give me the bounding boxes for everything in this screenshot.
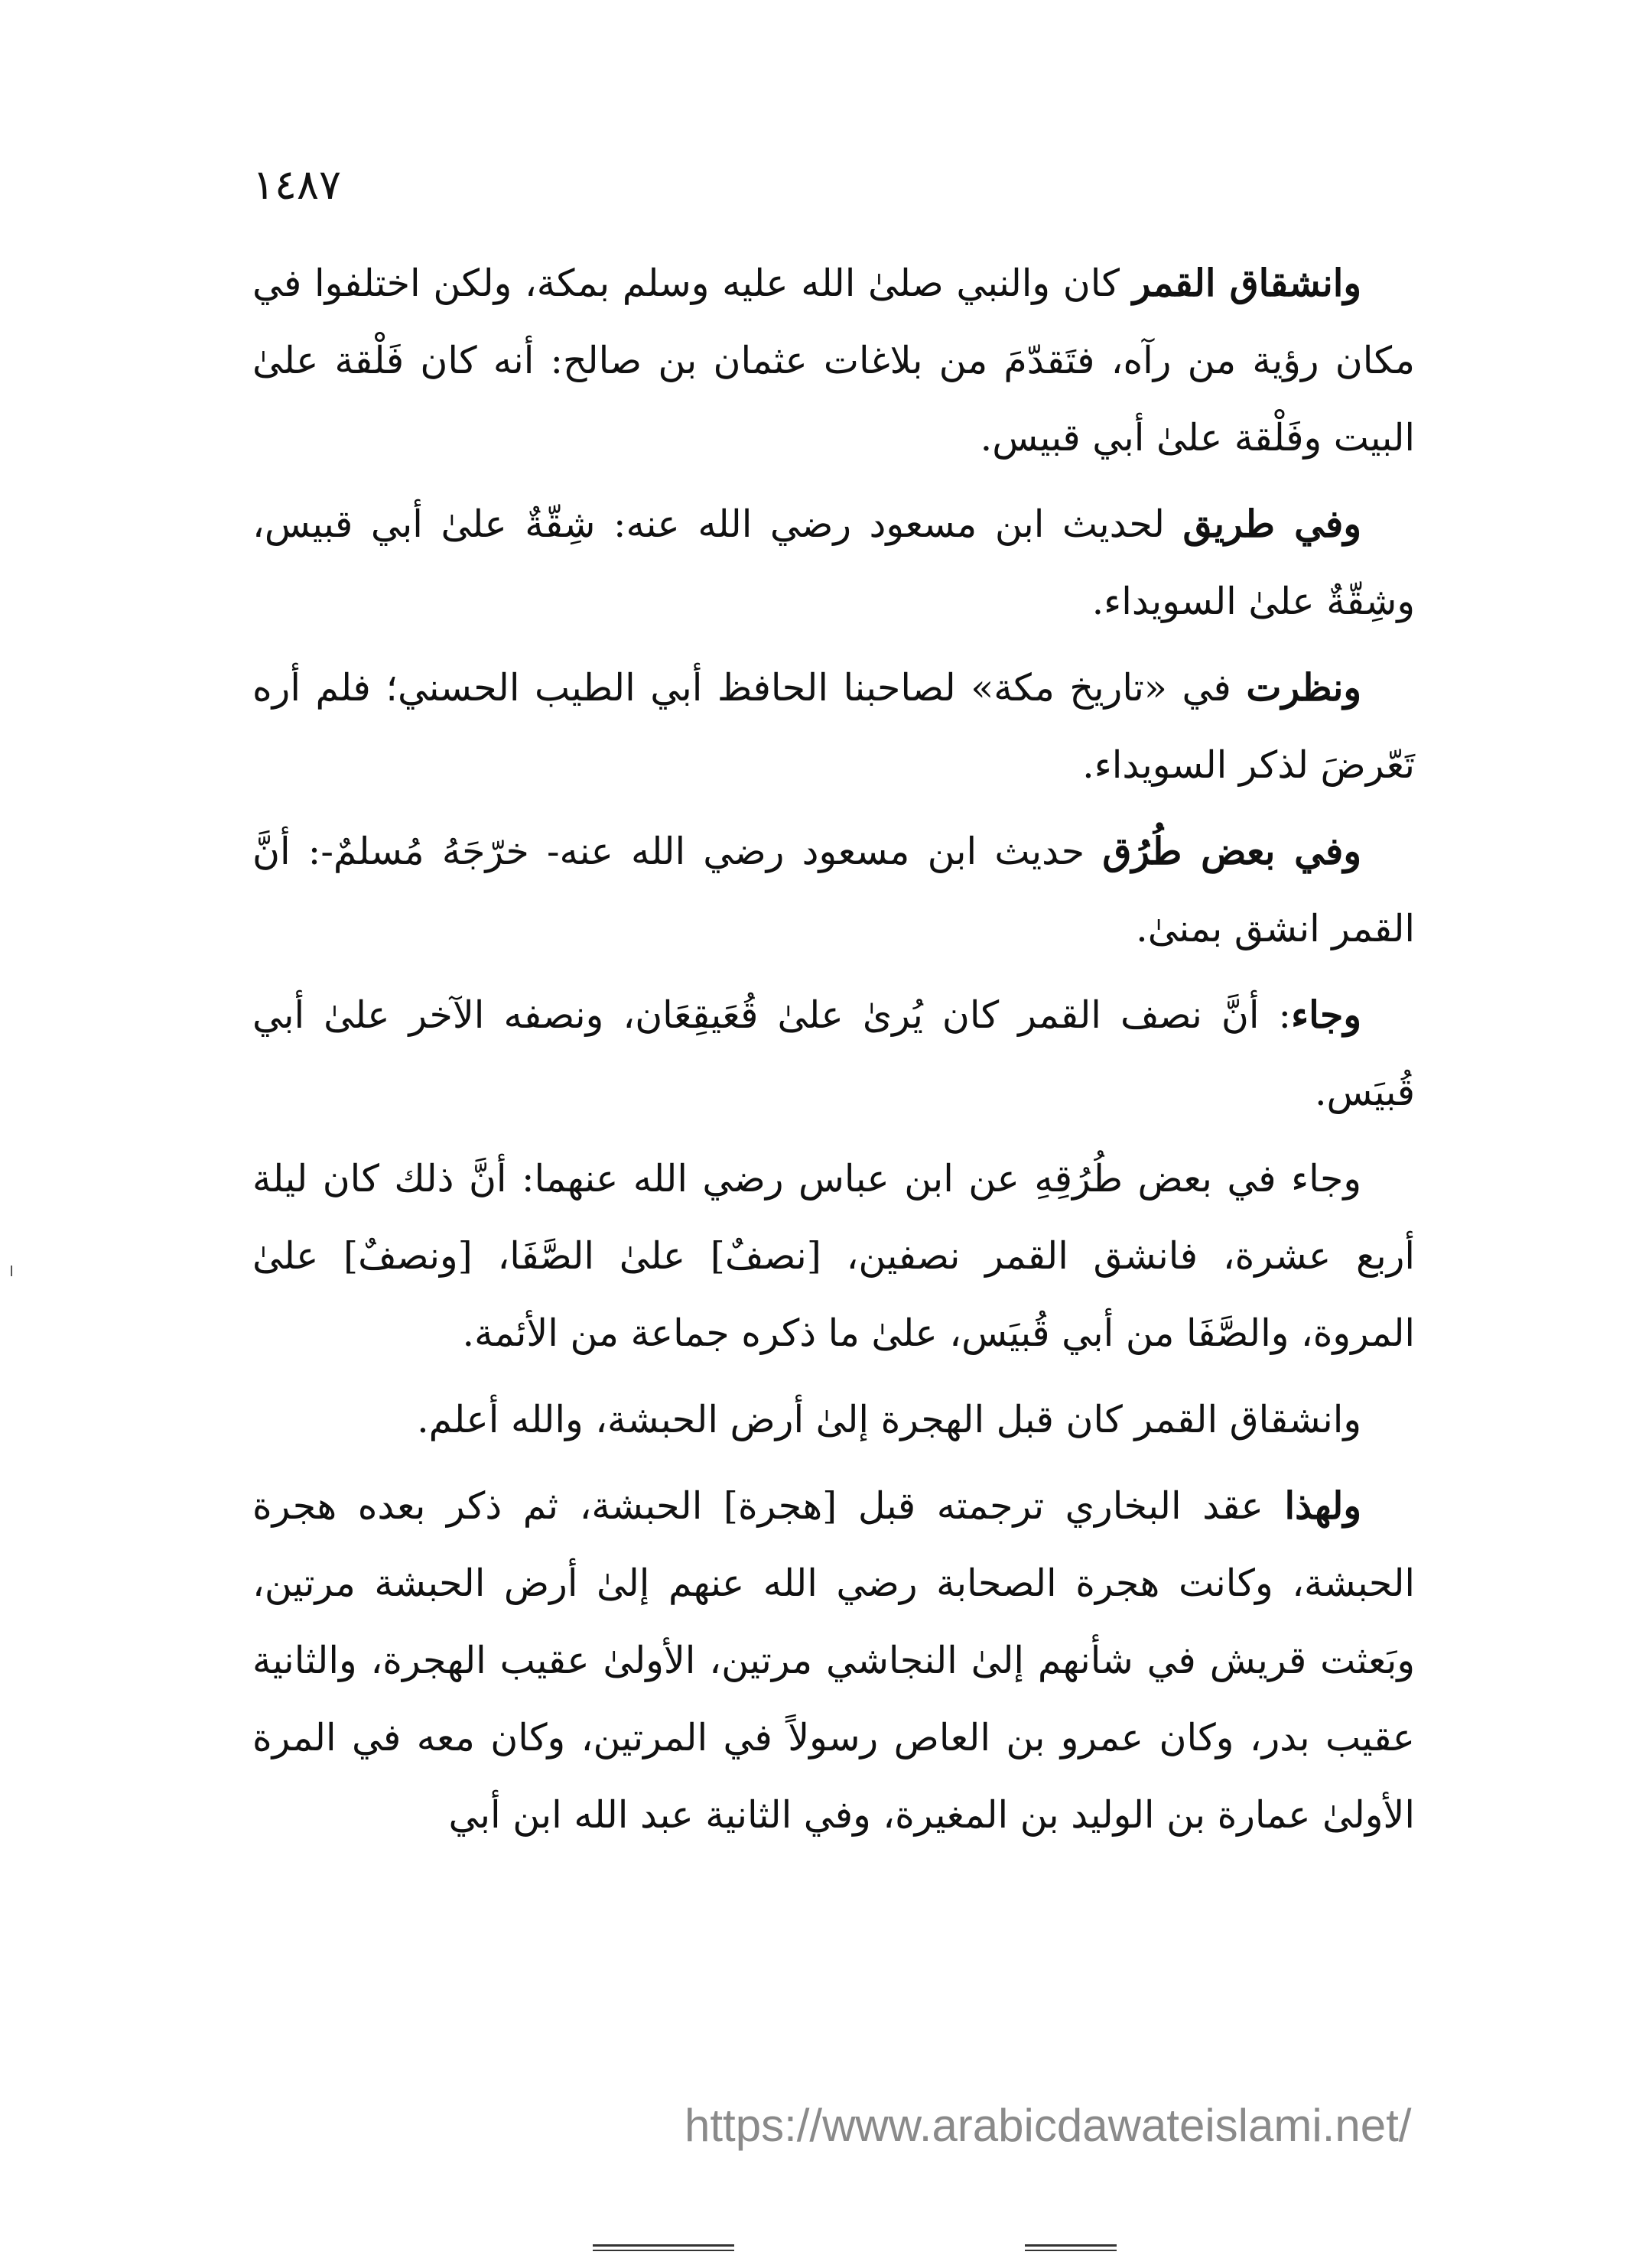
- paragraph-3: [252, 649, 1415, 804]
- paragraph-text: لحديث ابن مسعود رضي الله عنه: شِقّةٌ علىٰ أبي قبيس، وشِقّةٌ علىٰ السويداء.: [252, 502, 1415, 623]
- paragraph-4: [252, 813, 1415, 967]
- margin-tick: [11, 1266, 12, 1276]
- page-number: ١٤٨٧: [252, 161, 342, 209]
- paragraph-text: وجاء في بعض طُرُقِهِ عن ابن عباس رضي الله عنهما: أنَّ ذلك كان ليلة أربع عشرة، فانشق القمر نصفين، [نصفٌ] علىٰ الصَّفَا، [ونصفٌ] علىٰ المروة، والصَّفَا من أبي قُبيَس، علىٰ ما ذكره جماعة من الأئمة.: [252, 1157, 1415, 1355]
- paragraph-lead: وفي بعض طُرُق: [1102, 829, 1361, 873]
- paragraph-lead: وانشقاق القمر: [1132, 261, 1361, 305]
- paragraph-text: عقد البخاري ترجمته قبل [هجرة] الحبشة، ثم ذكر بعده هجرة الحبشة، وكانت هجرة الصحابة رضي الله عنهم إلىٰ أرض الحبشة مرتين، وبَعثت قريش في شأنهم إلىٰ النجاشي مرتين، الأولىٰ عقيب الهجرة، والثانية عقيب بدر، وكان عمرو بن العاص رسولاً في المرتين، وكان معه في المرة الأولىٰ عمارة بن الوليد بن المغيرة، وفي الثانية عبد الله ابن أبي: [252, 1484, 1415, 1837]
- page-body: [252, 245, 1415, 1863]
- paragraph-lead: وجاء: [1291, 993, 1361, 1037]
- footer-rule-left: [593, 2244, 734, 2251]
- paragraph-lead: ولهذا: [1284, 1483, 1361, 1528]
- paragraph-7: [252, 1381, 1415, 1458]
- paragraph-2: [252, 486, 1415, 640]
- paragraph-6: [252, 1140, 1415, 1372]
- paragraph-text: حديث ابن مسعود رضي الله عنه- خرّجَهُ مُسلمٌ-: أنَّ القمر انشق بمنىٰ.: [252, 830, 1415, 950]
- paragraph-lead: وفي طريق: [1182, 502, 1361, 546]
- paragraph-lead: ونظرت: [1246, 665, 1361, 710]
- footer-rule-right: [1025, 2244, 1117, 2251]
- paragraph-text: في «تاريخ مكة» لصاحبنا الحافظ أبي الطيب الحسني؛ فلم أره تَعّرضَ لذكر السويداء.: [252, 666, 1415, 787]
- paragraph-text: كان والنبي صلىٰ الله عليه وسلم بمكة، ولكن اختلفوا في مكان رؤية من رآه، فتَقدّمَ من بلاغات عثمان بن صالح: أنه كان فَلْقة علىٰ البيت وفَلْقة علىٰ أبي قبيس.: [252, 262, 1415, 460]
- watermark-url: https://www.arabicdawateislami.net/: [685, 2100, 1412, 2151]
- paragraph-5: [252, 976, 1415, 1131]
- paragraph-1: [252, 245, 1415, 476]
- paragraph-text: وانشقاق القمر كان قبل الهجرة إلىٰ أرض الحبشة، والله أعلم.: [417, 1398, 1361, 1441]
- paragraph-8: [252, 1467, 1415, 1854]
- paragraph-text: : أنَّ نصف القمر كان يُرىٰ علىٰ قُعَيقِعَان، ونصفه الآخر علىٰ أبي قُبيَس.: [252, 993, 1415, 1114]
